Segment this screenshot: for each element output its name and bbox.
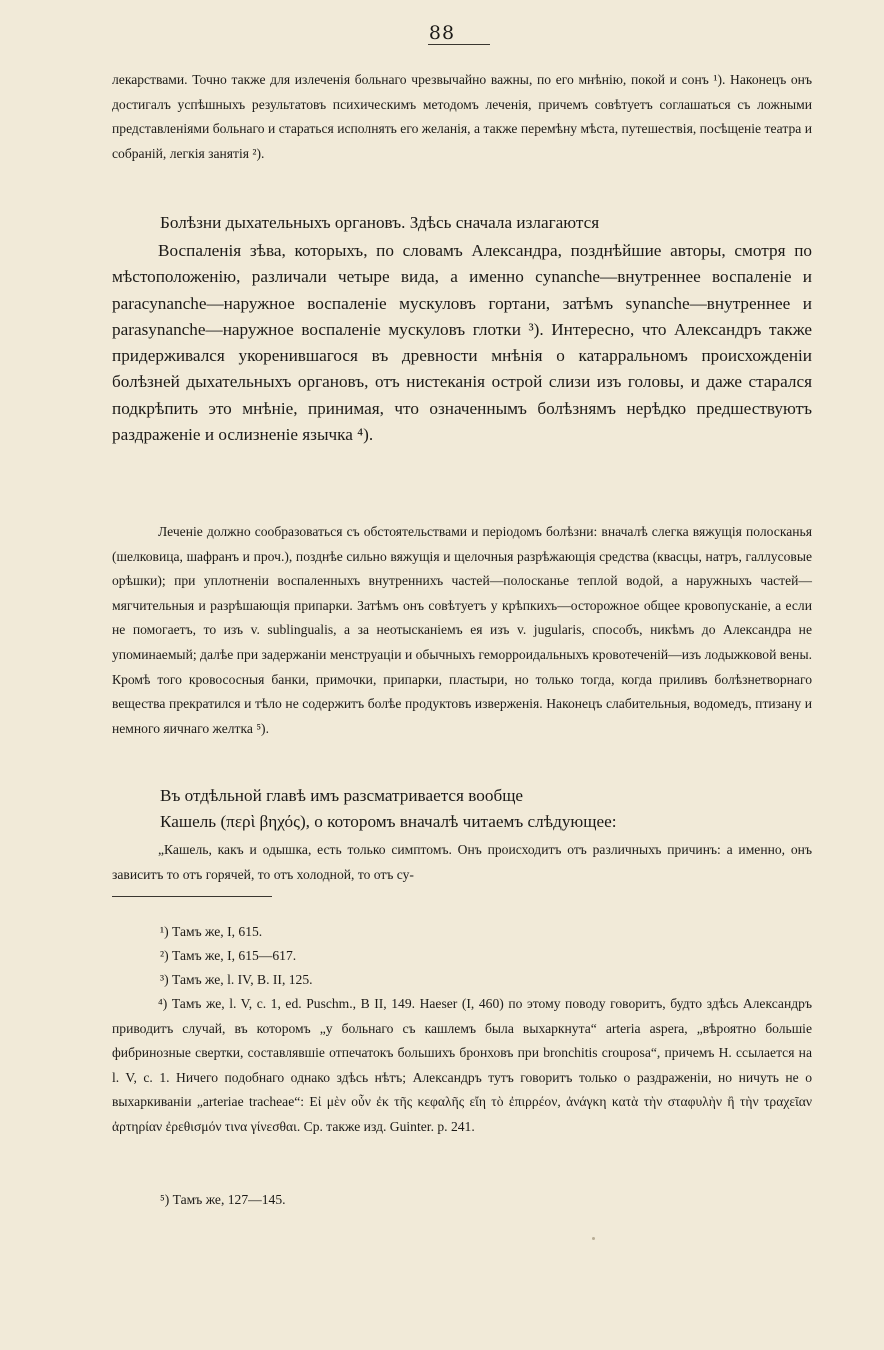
- footnote-2: ²) Тамъ же, I, 615—617.: [160, 948, 297, 963]
- paragraph-1: лекарствами. Точно также для излеченія больнаго чрезвычайно важны, по его мнѣнію, покой и сонъ ¹). Наконецъ онъ достигалъ успѣшныхъ результатовъ психическимъ методомъ леченія, причемъ совѣтуетъ соглашаться съ ложными представленіями больнаго и стараться исполнять его желанія, а также перемѣну мѣста, путешествія, посѣщеніе театра и собраній, легкія занятія ²).: [112, 72, 812, 161]
- paragraph-2: Воспаленія зѣва, которыхъ, по словамъ Александра, позднѣйшие авторы, смотря по мѣстоположенію, различали четыре вида, а именно cynanche—внутреннее воспаленіе и paracynanche—наружное воспаленіе мускуловъ гортани, затѣмъ synanche—внутреннее и parasynanche—наружное воспаленіе мускуловъ глотки ³). Интересно, что Александръ также придерживался укоренившагося въ древности мнѣнія о катарральномъ происхожденіи болѣзней дыхательныхъ органовъ, отъ нистеканія острой слизи изъ головы, и даже старался подкрѣпить это мнѣніе, принимая, что означеннымъ болѣзнямъ нерѣдко предшествуютъ раздраженіе и ослизненіе язычка ⁴).: [112, 241, 812, 445]
- paragraph-4a: Въ отдѣльной главѣ имъ разсматривается вообще: [160, 786, 524, 805]
- footnote-3: ³) Тамъ же, l. IV, B. II, 125.: [160, 972, 313, 987]
- section-heading: Болѣзни дыхательныхъ органовъ. Здѣсь сначала излагаются: [160, 213, 600, 232]
- footnote-rule: [112, 896, 272, 897]
- footnote-5: ⁵) Тамъ же, 127—145.: [160, 1192, 286, 1207]
- footnote-4: ⁴) Тамъ же, l. V, c. 1, ed. Puschm., B II, 149. Haeser (I, 460) по этому поводу говоритъ, будто здѣсь Александръ приводитъ случай, въ которомъ „у больнаго съ кашлемъ была выхаркнута“ arteria aspera, „вѣроятно большіе фибринозные свертки, составлявшіе отпечатокъ большихъ бронховъ при bronchitis crouposa“, причемъ H. ссылается на l. V, c. 1. Ничего подобнаго однако здѣсь нѣтъ; Александръ тутъ говоритъ только о раздраженіи, но ничуть не о выхаркиваніи „arteriae tracheae“: Εἰ μὲν οὖν ἐκ τῆς κεφαλῆς εἴη τὸ ἐπιρρέον, ἀνάγκη κατὰ τὴν σταφυλὴν ἢ τὴν τραχεῖαν ἀρτηρίαν ἐρεθισμόν τινα γίνεσθαι. Cp. также изд. Guinter. p. 241.: [112, 996, 812, 1134]
- page-number: 88: [428, 22, 456, 44]
- paper-speck: [592, 1237, 595, 1240]
- paragraph-5: „Кашель, какъ и одышка, есть только симптомъ. Онъ происходитъ отъ различныхъ причинъ: а именно, онъ зависитъ то отъ горячей, то отъ холодной, то отъ су-: [112, 842, 812, 882]
- page-number-rule: [428, 44, 490, 45]
- paragraph-3: Леченіе должно сообразоваться съ обстоятельствами и періодомъ болѣзни: вначалѣ слегка вяжущія полосканья (шелковица, шафранъ и проч.), позднѣе сильно вяжущія и щелочныя разрѣжающія средства (квасцы, натръ, галлусовые орѣшки); при уплотненіи воспаленныхъ внутреннихъ частей—полосканье теплой водой, а наружныхъ частей—мягчительныя и разрѣшающія припарки. Затѣмъ онъ совѣтуетъ у крѣпкихъ—осторожное общее кровопусканіе, а если не помогаетъ, то изъ v. sublingualis, а за неотысканіемъ ея изъ v. jugularis, способъ, никѣмъ до Александра не упоминаемый; далѣе при задержаніи менструаціи и обычныхъ геморроидальныхъ кровотеченій—изъ лодыжковой вены. Кромѣ того кровососныя банки, примочки, припарки, пластыри, но только тогда, когда приливъ болѣзнетворнаго вещества прекратился и тѣло не содержитъ болѣе продуктовъ изверженія. Наконецъ слабительныя, водомедъ, птизану и немного яичнаго желтка ⁵).: [112, 524, 812, 736]
- paragraph-4b: Кашель (περὶ βηχός), о которомъ вначалѣ читаемъ слѣдующее:: [160, 812, 617, 831]
- footnote-1: ¹) Тамъ же, I, 615.: [160, 924, 263, 939]
